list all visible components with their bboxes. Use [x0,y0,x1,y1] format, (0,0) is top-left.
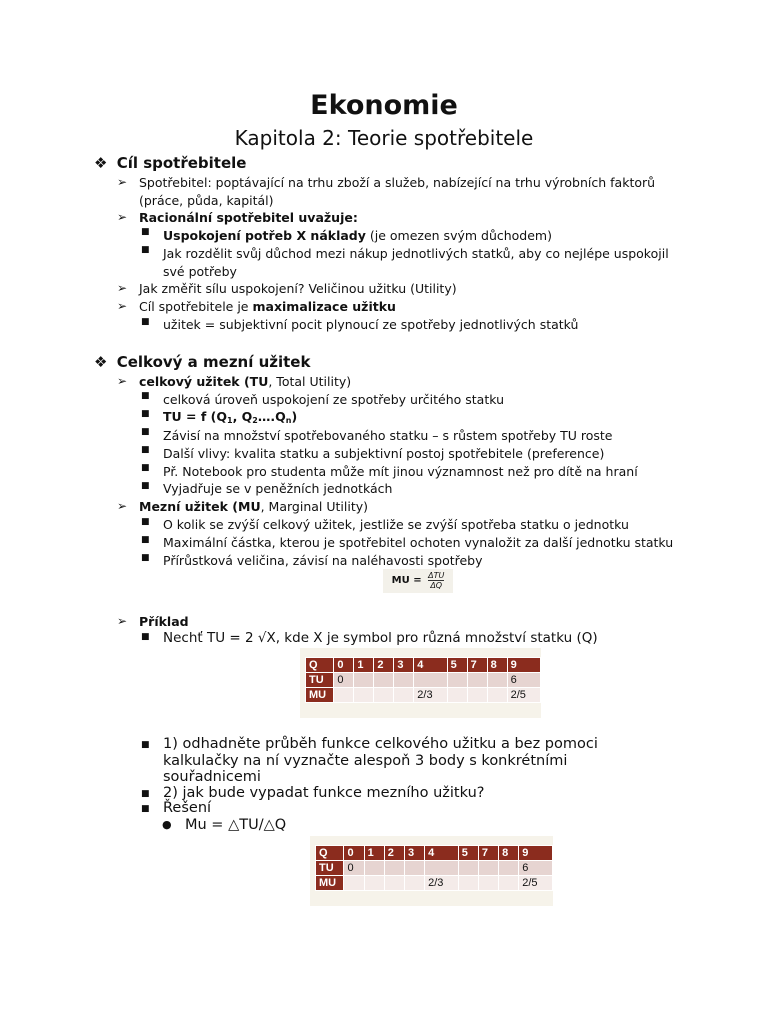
table-header-cell: 3 [404,846,424,861]
table-row-label: MU [316,876,344,891]
table-header-cell: 4 [425,846,459,861]
section-heading-consumer-goal: ❖ Cíl spotřebitele [94,154,247,172]
round-bullet-icon: ● [162,818,172,831]
square-bullet-icon: ■ [141,804,150,814]
utility-table-2 [310,836,553,906]
table-header-cell: 5 [458,846,478,861]
utility-table-1 [300,648,541,718]
table-cell [364,861,384,876]
table-cell [478,876,498,891]
diamond-bullet-icon: ❖ [94,154,108,172]
table-cell [467,688,487,703]
square-bullet-icon: ■ [141,245,150,255]
table-cell: 6 [519,861,553,876]
list-item-continuation: kalkulačky na ní vyznačte alespoň 3 body s konkrétními [163,753,568,769]
square-bullet-icon: ■ [141,553,150,563]
table-header-cell: 9 [519,846,553,861]
table-cell: 2/3 [414,688,447,703]
table-cell [374,688,394,703]
table-header-cell: 8 [487,658,507,673]
table-cell: 6 [507,673,540,688]
example-heading: Příklad [139,614,189,629]
list-item: Jak změřit sílu uspokojení? Veličinou užitku (Utility) [139,281,457,296]
square-bullet-icon: ■ [141,789,150,799]
list-item: 2) jak bude vypadat funkce mezního užitku? [163,785,485,801]
data-table [315,845,553,891]
square-bullet-icon: ■ [141,317,150,327]
list-item: Maximální částka, kterou je spotřebitel ochoten vynaložit za další jednotku statku [163,535,674,550]
table-cell: 0 [344,861,364,876]
list-item: O kolik se zvýší celkový užitek, jestliže se zvýší spotřeba statku o jednotku [163,517,629,532]
table-cell [447,673,467,688]
table-header-cell: 0 [334,658,354,673]
table-cell: 2/5 [507,688,540,703]
table-row-label: MU [306,688,334,703]
arrow-bullet-icon: ➢ [117,175,128,189]
list-item: Spotřebitel: poptávající na trhu zboží a služeb, nabízející na trhu výrobních faktorů [139,175,656,190]
table-cell [478,861,498,876]
section-heading-total-marginal-utility: ❖ Celkový a mezní užitek [94,353,311,371]
table-row [316,876,553,891]
list-item: Přírůstková veličina, závisí na naléhavosti spotřeby [163,553,483,568]
table-header-cell: Q [316,846,344,861]
arrow-bullet-icon: ➢ [117,299,128,313]
data-table [305,657,541,703]
table-header-cell: 0 [344,846,364,861]
table-cell [487,673,507,688]
table-cell [487,688,507,703]
arrow-bullet-icon: ➢ [117,374,128,388]
list-item: Jak rozdělit svůj důchod mezi nákup jednotlivých statků, aby co nejlépe uspokojil [163,246,669,261]
square-bullet-icon: ■ [141,227,150,237]
table-header-cell: 4 [414,658,447,673]
list-item-continuation: (práce, půda, kapitál) [139,193,274,208]
mu-fraction: $\frac{\text{ΔTU}}{\Delta Q}$ [428,570,445,590]
table-cell [334,688,354,703]
list-item: Uspokojení potřeb X náklady (je omezen svým důchodem) [163,228,552,243]
square-bullet-icon: ■ [141,517,150,527]
table-header-cell: 9 [507,658,540,673]
arrow-bullet-icon: ➢ [117,614,128,628]
tu-formula: TU = f ($Q_1$, $Q_2\dots.Q_n$) [163,409,298,425]
arrow-bullet-icon: ➢ [117,499,128,513]
table-header-cell: 2 [374,658,394,673]
square-bullet-icon: ■ [141,535,150,545]
table-cell [458,876,478,891]
square-bullet-icon: ■ [141,409,150,419]
table-cell [499,861,519,876]
table-header-row [306,658,541,673]
table-header-cell: 3 [394,658,414,673]
solution-formula: Mu = △TU/△Q [185,817,287,833]
table-header-cell: 8 [499,846,519,861]
square-bullet-icon: ■ [141,463,150,473]
list-item: Racionální spotřebitel uvažuje: [139,210,358,225]
square-bullet-icon: ■ [141,391,150,401]
list-item-continuation: souřadnicemi [163,769,261,785]
list-item: Další vlivy: kvalita statku a subjektivní postoj spotřebitele (preference) [163,446,605,461]
list-item-continuation: své potřeby [163,264,237,279]
table-row-label: TU [306,673,334,688]
table-row [306,688,541,703]
list-item: Cíl spotřebitele je maximalizace užitku [139,299,396,314]
list-item: celkový užitek (TU, Total Utility) [139,374,352,389]
table-cell [404,861,424,876]
square-bullet-icon: ■ [141,740,150,750]
table-header-cell: 1 [364,846,384,861]
table-header-cell: 2 [384,846,404,861]
document-subtitle: Kapitola 2: Teorie spotřebitele [234,126,534,150]
table-cell [404,876,424,891]
square-bullet-icon: ■ [141,445,150,455]
table-cell [425,861,459,876]
table-cell [458,861,478,876]
table-header-row [316,846,553,861]
table-row-label: TU [316,861,344,876]
diamond-bullet-icon: ❖ [94,353,108,371]
document-title: Ekonomie [310,90,458,121]
table-header-cell: 7 [467,658,487,673]
table-cell: 2/3 [425,876,459,891]
square-bullet-icon: ■ [141,427,150,437]
table-header-cell: 5 [447,658,467,673]
table-cell [374,673,394,688]
square-bullet-icon: ■ [141,481,150,491]
table-cell [394,673,414,688]
table-cell [354,688,374,703]
table-header-cell: Q [306,658,334,673]
table-cell [414,673,447,688]
table-header-cell: 7 [478,846,498,861]
table-row [316,861,553,876]
table-cell: 0 [334,673,354,688]
table-cell [344,876,364,891]
list-item: Řešení [163,800,212,816]
table-cell [467,673,487,688]
arrow-bullet-icon: ➢ [117,210,128,224]
list-item: užitek = subjektivní pocit plynoucí ze spotřeby jednotlivých statků [163,317,579,332]
table-cell: 2/5 [519,876,553,891]
table-cell [394,688,414,703]
square-bullet-icon: ■ [141,632,150,642]
table-cell [364,876,384,891]
list-item: Př. Notebook pro studenta může mít jinou významnost než pro dítě na hraní [163,464,638,479]
list-item: Nechť TU = 2 √X, kde X je symbol pro různá množství statku (Q) [163,630,598,646]
table-row [306,673,541,688]
table-cell [384,861,404,876]
arrow-bullet-icon: ➢ [117,281,128,295]
table-cell [499,876,519,891]
mu-formula-image: MU = $\frac{\text{ΔTU}}{\Delta Q}$ [383,569,453,593]
list-item: Mezní užitek (MU, Marginal Utility) [139,499,369,514]
table-cell [447,688,467,703]
list-item: Závisí na množství spotřebovaného statku – s růstem spotřeby TU roste [163,428,613,443]
list-item: celková úroveň uspokojení ze spotřeby určitého statku [163,392,505,407]
table-cell [384,876,404,891]
list-item: Vyjadřuje se v peněžních jednotkách [163,481,393,496]
list-item: 1) odhadněte průběh funkce celkového užitku a bez pomoci [163,736,598,752]
table-cell [354,673,374,688]
table-header-cell: 1 [354,658,374,673]
